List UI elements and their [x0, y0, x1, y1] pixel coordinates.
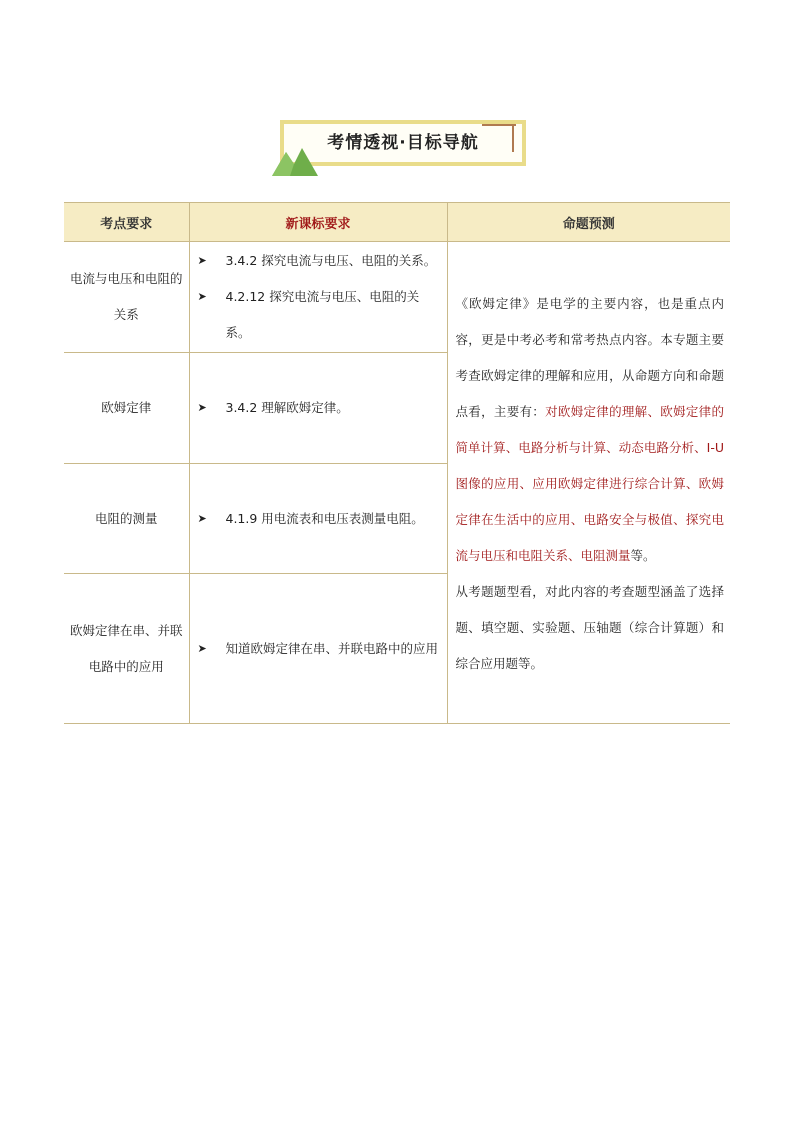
exam-point: 欧姆定律 [64, 353, 189, 464]
section-banner [272, 114, 534, 176]
triangle-right-icon: ➤ [197, 641, 207, 655]
prediction-highlight: 对欧姆定律的理解、欧姆定律的简单计算、电路分析与计算、动态电路分析、I-U 图像的应用、应用欧姆定律进行综合计算、欧姆定律在生活中的应用、电路安全与极值、探究电流与电压和电阻关系、电阻测量 [455, 403, 724, 563]
exam-point: 电阻的测量 [64, 464, 189, 574]
triangle-right-icon: ➤ [197, 511, 207, 525]
requirement-item: ➤ 4.2.12 探究电流与电压、电阻的关系。 [198, 279, 441, 351]
header-prediction: 命题预测 [447, 203, 730, 242]
banner-title: 考情透视·目标导航 [327, 133, 479, 153]
prediction-paragraph-1: 《欧姆定律》是电学的主要内容，也是重点内容，更是中考必考和常考热点内容。本专题主要考查欧姆定律的理解和应用，从命题方向和命题点看，主要有：对欧姆定律的理解、欧姆定律的简单计算、电路分析与计算、动态电路分析、I-U 图像的应用、应用欧姆定律进行综合计算、欧姆定律在生活中的应用、电路安全与极值、探究电流与电压和电阻关系、电阻测量等。 [455, 295, 724, 563]
mountain-icon [272, 144, 318, 176]
exam-table [64, 202, 730, 724]
prediction-cell [447, 242, 730, 724]
header-exam-point: 考点要求 [64, 203, 189, 242]
requirement-item: ➤ 3.4.2 理解欧姆定律。 [198, 390, 441, 426]
requirement-cell [189, 242, 447, 353]
triangle-right-icon: ➤ [197, 254, 207, 267]
banner-accent-bar [512, 126, 514, 152]
prediction-paragraph-2: 从考题题型看，对此内容的考查题型涵盖了选择题、填空题、实验题、压轴题（综合计算题）和综合应用题等。 [455, 583, 724, 671]
requirement-cell [189, 464, 447, 574]
triangle-right-icon: ➤ [197, 401, 207, 414]
banner-accent-bar-top [482, 124, 516, 126]
table-row [64, 242, 730, 353]
table-header-row [64, 203, 730, 242]
requirement-item: ➤ 4.1.9 用电流表和电压表测量电阻。 [198, 501, 441, 537]
requirement-cell [189, 574, 447, 724]
requirement-item: ➤ 3.4.2 探究电流与电压、电阻的关系。 [198, 243, 441, 279]
exam-point: 电流与电压和电阻的关系 [64, 242, 189, 353]
requirement-item: ➤ 知道欧姆定律在串、并联电路中的应用 [198, 631, 441, 667]
exam-point: 欧姆定律在串、并联电路中的应用 [64, 574, 189, 724]
triangle-right-icon: ➤ [197, 290, 207, 303]
requirement-cell [189, 353, 447, 464]
header-curriculum: 新课标要求 [189, 203, 447, 242]
